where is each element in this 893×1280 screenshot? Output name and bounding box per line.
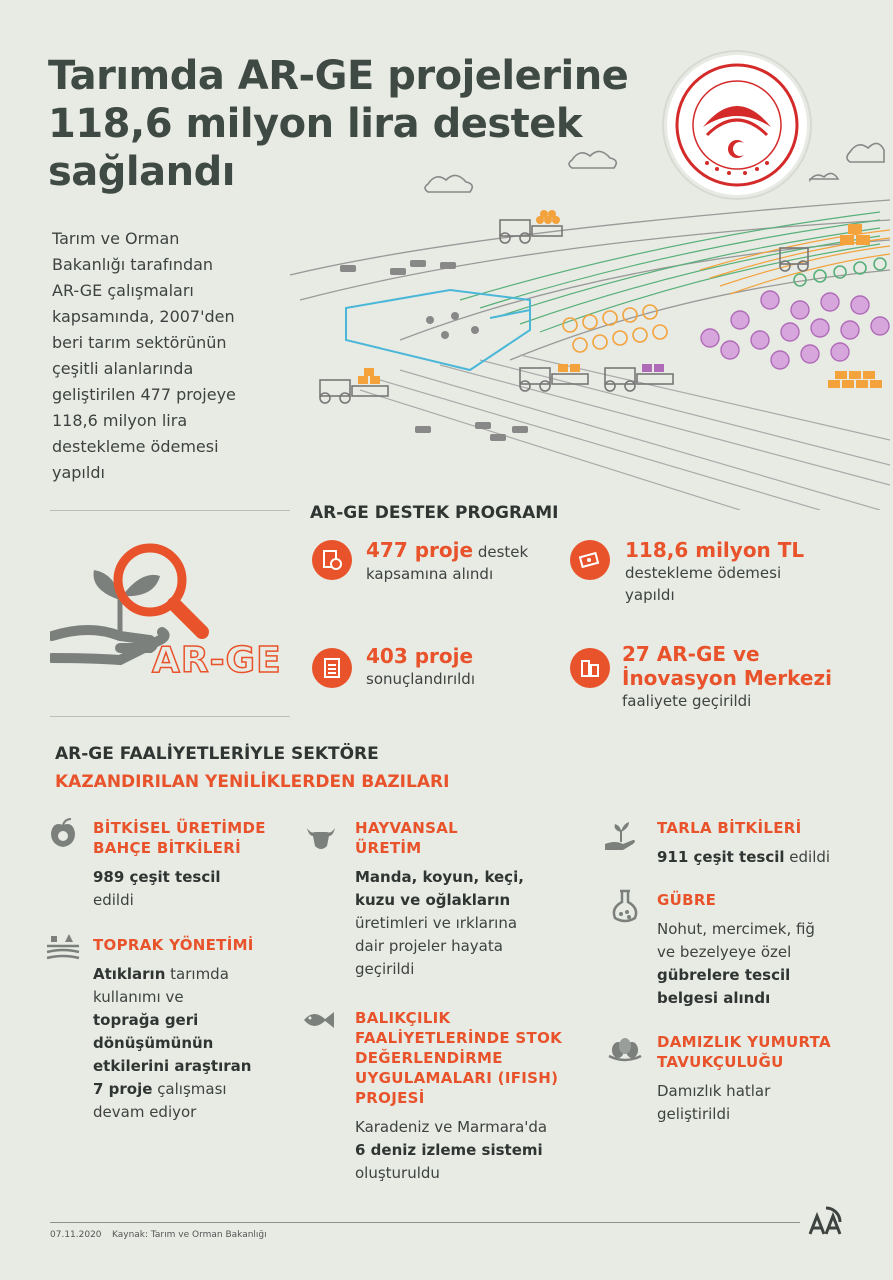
stat-value: 477 proje (366, 538, 474, 562)
bull-head-icon (303, 820, 339, 860)
innovations-heading: AR-GE FAALİYETLERİYLE SEKTÖRE KAZANDIRILAN YENİLİKLERDEN BAZILARI (55, 744, 450, 792)
flask-icon (607, 888, 643, 928)
eggs-icon (607, 1030, 643, 1070)
aa-logo (808, 1206, 844, 1236)
footer-date: 07.11.2020 (50, 1230, 102, 1240)
checklist-icon (312, 648, 352, 688)
stat-payment (570, 540, 610, 580)
stat-projects-completed (312, 648, 352, 688)
innovation-field-crops: TARLA BİTKİLERİ 911 çeşit tescil edildi (657, 819, 831, 866)
divider (50, 510, 290, 511)
money-stack-icon (570, 540, 610, 580)
aa-logo-icon (808, 1206, 844, 1236)
arge-logo-text: AR-GE (152, 640, 282, 681)
arge-logo (50, 540, 290, 690)
farm-landscape-illustration (280, 140, 893, 510)
fish-icon (300, 1002, 336, 1042)
hand-sprout-icon (603, 818, 639, 858)
stat-value: 403 proje (366, 644, 474, 668)
soil-field-icon (45, 928, 81, 968)
footer-divider (50, 1222, 800, 1223)
innovation-fertilizer: GÜBRE Nohut, mercimek, fiğ ve bezelyeye özel gübrelere tescil belgesi alındı (657, 891, 815, 1007)
program-heading: AR-GE DESTEK PROGRAMI (310, 503, 559, 523)
apple-icon (45, 815, 81, 855)
building-icon (570, 648, 610, 688)
page-title: Tarımda AR-GE projelerine 118,6 milyon lira destek sağlandı (48, 53, 629, 195)
stat-value: 27 AR-GE ve (622, 642, 760, 666)
innovation-livestock: HAYVANSAL ÜRETİM Manda, koyun, keçi, kuzu ve oğlakların üretimleri ve ırklarına dair projeler hayata geçirildi (355, 819, 524, 978)
footer-source: Kaynak: Tarım ve Orman Bakanlığı (112, 1230, 267, 1240)
innovation-soil: TOPRAK YÖNETİMİ Atıkların tarımda kullanımı ve toprağa geri dönüşümünün etkilerini araştıran 7 proje çalışması devam ediyor (93, 936, 254, 1121)
gear-document-icon (312, 540, 352, 580)
stat-projects-supported (312, 540, 352, 580)
stat-centers (570, 648, 610, 688)
innovation-horticulture: BİTKİSEL ÜRETİMDE BAHÇE BİTKİLERİ 989 çeşit tescil edildi (93, 819, 266, 909)
intro-paragraph: Tarım ve Orman Bakanlığı tarafından AR-GE çalışmaları kapsamında, 2007'den beri tarım sektörünün çeşitli alanlarında geliştirilen 477 projeye 118,6 milyon lira destekleme ödemesi yapıldı (52, 229, 236, 482)
stat-value: 118,6 milyon TL (625, 538, 805, 562)
divider (50, 716, 290, 717)
innovation-fisheries: BALIKÇILIK FAALİYETLERİNDE STOK DEĞERLENDİRME UYGULAMALARI (IFISH) PROJESİ Karadeniz ve Marmara'da 6 deniz izleme sistemi oluşturuldu (355, 1009, 563, 1182)
innovation-poultry: DAMIZLIK YUMURTA TAVUKÇULUĞU Damızlık hatlar geliştirildi (657, 1033, 831, 1123)
